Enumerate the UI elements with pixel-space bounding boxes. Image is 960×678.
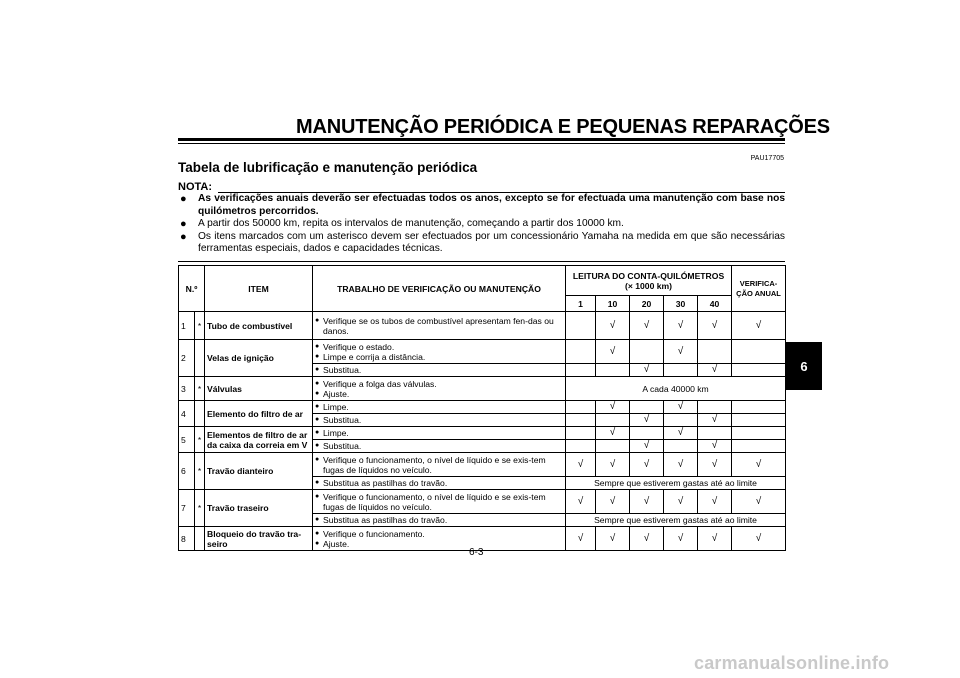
work-text: Limpe e corrija a distância. bbox=[323, 351, 426, 362]
row-star: * bbox=[195, 312, 205, 340]
bullet-icon: ● bbox=[180, 193, 187, 205]
row-item: Elementos de filtro de ar da caixa da correia em V bbox=[205, 427, 313, 453]
row-item: Velas de ignição bbox=[205, 340, 313, 377]
row-item: Elemento do filtro de ar bbox=[205, 401, 313, 427]
header-reading bbox=[566, 266, 732, 296]
work-text: Ajuste. bbox=[323, 538, 350, 549]
note-bullet bbox=[180, 193, 785, 218]
check-icon: √ bbox=[698, 414, 732, 427]
row-num: 1 bbox=[179, 312, 195, 340]
check-icon: √ bbox=[698, 440, 732, 453]
bullet-icon: ● bbox=[315, 403, 320, 410]
bullet-icon: ● bbox=[315, 429, 320, 436]
interval-note: Sempre que estiverem gastas até ao limite bbox=[566, 514, 786, 527]
bullet-icon: ● bbox=[315, 539, 320, 547]
table-row bbox=[179, 427, 786, 440]
row-work bbox=[313, 312, 566, 340]
check-icon: √ bbox=[630, 364, 664, 377]
check-icon: √ bbox=[664, 401, 698, 414]
row-work bbox=[313, 377, 566, 401]
row-work bbox=[313, 453, 566, 477]
bullet-icon: ● bbox=[315, 529, 320, 537]
title-rule-thin bbox=[178, 143, 785, 144]
note-text: A partir dos 50000 km, repita os intervalos de manutenção, começando a partir dos 10000 km. bbox=[198, 218, 624, 230]
check-icon: √ bbox=[630, 527, 664, 551]
table-row bbox=[179, 312, 786, 340]
table-row bbox=[179, 453, 786, 477]
page-number: 6-3 bbox=[469, 547, 484, 558]
check-icon: √ bbox=[596, 427, 630, 440]
row-star: * bbox=[195, 427, 205, 453]
row-item: Travão dianteiro bbox=[205, 453, 313, 490]
check-icon: √ bbox=[630, 312, 664, 340]
maintenance-table bbox=[178, 265, 786, 551]
table-row bbox=[179, 401, 786, 414]
check-icon: √ bbox=[732, 312, 786, 340]
work-text: Verifique o funcionamento, o nível de líquido e se exis-tem fugas de líquidos no veículo. bbox=[323, 454, 546, 475]
work-text: Substitua. bbox=[323, 365, 362, 375]
check-icon: √ bbox=[566, 490, 596, 514]
row-num: 6 bbox=[179, 453, 195, 490]
check-icon: √ bbox=[596, 453, 630, 477]
bullet-icon: ● bbox=[315, 389, 320, 397]
row-star: * bbox=[195, 453, 205, 490]
row-item: Tubo de combustível bbox=[205, 312, 313, 340]
bullet-icon: ● bbox=[315, 516, 320, 523]
check-icon: √ bbox=[596, 312, 630, 340]
row-work bbox=[313, 427, 566, 440]
check-icon: √ bbox=[596, 340, 630, 364]
bullet-icon: ● bbox=[315, 479, 320, 486]
table-row bbox=[179, 490, 786, 514]
check-icon: √ bbox=[664, 312, 698, 340]
check-icon: √ bbox=[596, 527, 630, 551]
interval-note: Sempre que estiverem gastas até ao limite bbox=[566, 477, 786, 490]
check-icon: √ bbox=[732, 453, 786, 477]
header-annual: VERIFICA-ÇÃO ANUAL bbox=[732, 266, 786, 312]
header-reading-unit: (× 1000 km) bbox=[624, 280, 673, 291]
check-icon: √ bbox=[664, 453, 698, 477]
header-item: ITEM bbox=[205, 266, 313, 312]
work-text: Verifique o funcionamento, o nível de líquido e se exis-tem fugas de líquidos no veículo. bbox=[323, 491, 546, 512]
section-rule bbox=[178, 261, 785, 262]
document-code: PAU17705 bbox=[750, 155, 784, 162]
check-icon: √ bbox=[732, 490, 786, 514]
table-row bbox=[179, 377, 786, 401]
note-label: NOTA: bbox=[178, 181, 213, 193]
note-bullet bbox=[180, 218, 785, 231]
note-bullet bbox=[180, 231, 785, 256]
check-icon: √ bbox=[698, 527, 732, 551]
watermark: carmanualsonline.info bbox=[694, 653, 890, 673]
check-icon: √ bbox=[664, 427, 698, 440]
bullet-icon: ● bbox=[315, 416, 320, 423]
row-work bbox=[313, 514, 566, 527]
title-rule bbox=[178, 138, 785, 141]
page-title: MANUTENÇÃO PERIÓDICA E PEQUENAS REPARAÇÕES bbox=[296, 116, 830, 138]
check-icon: √ bbox=[596, 401, 630, 414]
header-num: N.º bbox=[179, 266, 205, 312]
row-work bbox=[313, 340, 566, 364]
check-icon: √ bbox=[698, 312, 732, 340]
check-icon: √ bbox=[596, 490, 630, 514]
row-work bbox=[313, 364, 566, 377]
check-icon: √ bbox=[698, 490, 732, 514]
check-icon: √ bbox=[566, 527, 596, 551]
header-work: TRABALHO DE VERIFICAÇÃO OU MANUTENÇÃO bbox=[313, 266, 566, 312]
row-num: 7 bbox=[179, 490, 195, 527]
row-item: Travão traseiro bbox=[205, 490, 313, 527]
section-subtitle: Tabela de lubrificação e manutenção periódica bbox=[178, 160, 478, 175]
row-work bbox=[313, 414, 566, 427]
bullet-icon: ● bbox=[315, 379, 320, 387]
interval-note: A cada 40000 km bbox=[566, 377, 786, 401]
row-num: 3 bbox=[179, 377, 195, 401]
bullet-icon: ● bbox=[315, 442, 320, 449]
check-icon: √ bbox=[664, 527, 698, 551]
check-icon: √ bbox=[630, 453, 664, 477]
bullet-icon: ● bbox=[315, 342, 320, 350]
row-work bbox=[313, 527, 566, 551]
check-icon: √ bbox=[698, 364, 732, 377]
work-text: Substitua as pastilhas do travão. bbox=[323, 478, 448, 488]
work-text: Substitua as pastilhas do travão. bbox=[323, 515, 448, 525]
row-work bbox=[313, 401, 566, 414]
work-text: Verifique o estado. bbox=[323, 341, 395, 352]
check-icon: √ bbox=[566, 453, 596, 477]
work-text: Verifique o funcionamento. bbox=[323, 528, 425, 539]
work-text: Substitua. bbox=[323, 415, 362, 425]
table-row bbox=[179, 340, 786, 364]
check-icon: √ bbox=[732, 527, 786, 551]
row-num: 8 bbox=[179, 527, 195, 551]
row-item: Bloqueio do travão tra-seiro bbox=[205, 527, 313, 551]
header-km: 20 bbox=[630, 296, 664, 312]
header-km: 40 bbox=[698, 296, 732, 312]
row-num: 4 bbox=[179, 401, 195, 427]
bullet-icon: ● bbox=[315, 352, 320, 360]
row-work bbox=[313, 477, 566, 490]
bullet-icon: ● bbox=[180, 218, 187, 231]
work-text: Verifique se os tubos de combustível apresentam fen-das ou danos. bbox=[323, 315, 554, 336]
row-num: 5 bbox=[179, 427, 195, 453]
check-icon: √ bbox=[664, 490, 698, 514]
check-icon: √ bbox=[698, 453, 732, 477]
check-icon: √ bbox=[630, 440, 664, 453]
header-reading-label: LEITURA DO CONTA-QUILÓMETROS bbox=[572, 270, 725, 281]
check-icon: √ bbox=[664, 340, 698, 364]
work-text: Substitua. bbox=[323, 441, 362, 451]
row-work bbox=[313, 440, 566, 453]
note-text: Os itens marcados com um asterisco devem ser efectuados por um concessionário Yamaha na medida em que são necessárias ferramentas especiais, dados e capacidades técnicas. bbox=[198, 230, 785, 255]
header-km: 30 bbox=[664, 296, 698, 312]
header-km: 10 bbox=[596, 296, 630, 312]
note-text: As verificações anuais deverão ser efectuadas todos os anos, excepto se for efectuada uma manutenção com base nos quilómetros percorridos. bbox=[198, 193, 785, 217]
bullet-icon: ● bbox=[315, 366, 320, 373]
check-icon: √ bbox=[630, 414, 664, 427]
row-star: * bbox=[195, 490, 205, 527]
bullet-icon: ● bbox=[315, 316, 320, 324]
row-work bbox=[313, 490, 566, 514]
work-text: Limpe. bbox=[323, 402, 349, 412]
work-text: Verifique a folga das válvulas. bbox=[323, 378, 437, 389]
check-icon: √ bbox=[630, 490, 664, 514]
work-text: Limpe. bbox=[323, 428, 349, 438]
row-star bbox=[195, 527, 205, 551]
chapter-tab[interactable]: 6 bbox=[786, 342, 822, 390]
row-star bbox=[195, 340, 205, 377]
bullet-icon: ● bbox=[315, 492, 320, 500]
bullet-icon: ● bbox=[315, 455, 320, 463]
note-bullets bbox=[180, 193, 785, 256]
row-num: 2 bbox=[179, 340, 195, 377]
bullet-icon: ● bbox=[180, 230, 187, 243]
row-star bbox=[195, 401, 205, 427]
row-star: * bbox=[195, 377, 205, 401]
header-km: 1 bbox=[566, 296, 596, 312]
row-item: Válvulas bbox=[205, 377, 313, 401]
work-text: Ajuste. bbox=[323, 388, 350, 399]
